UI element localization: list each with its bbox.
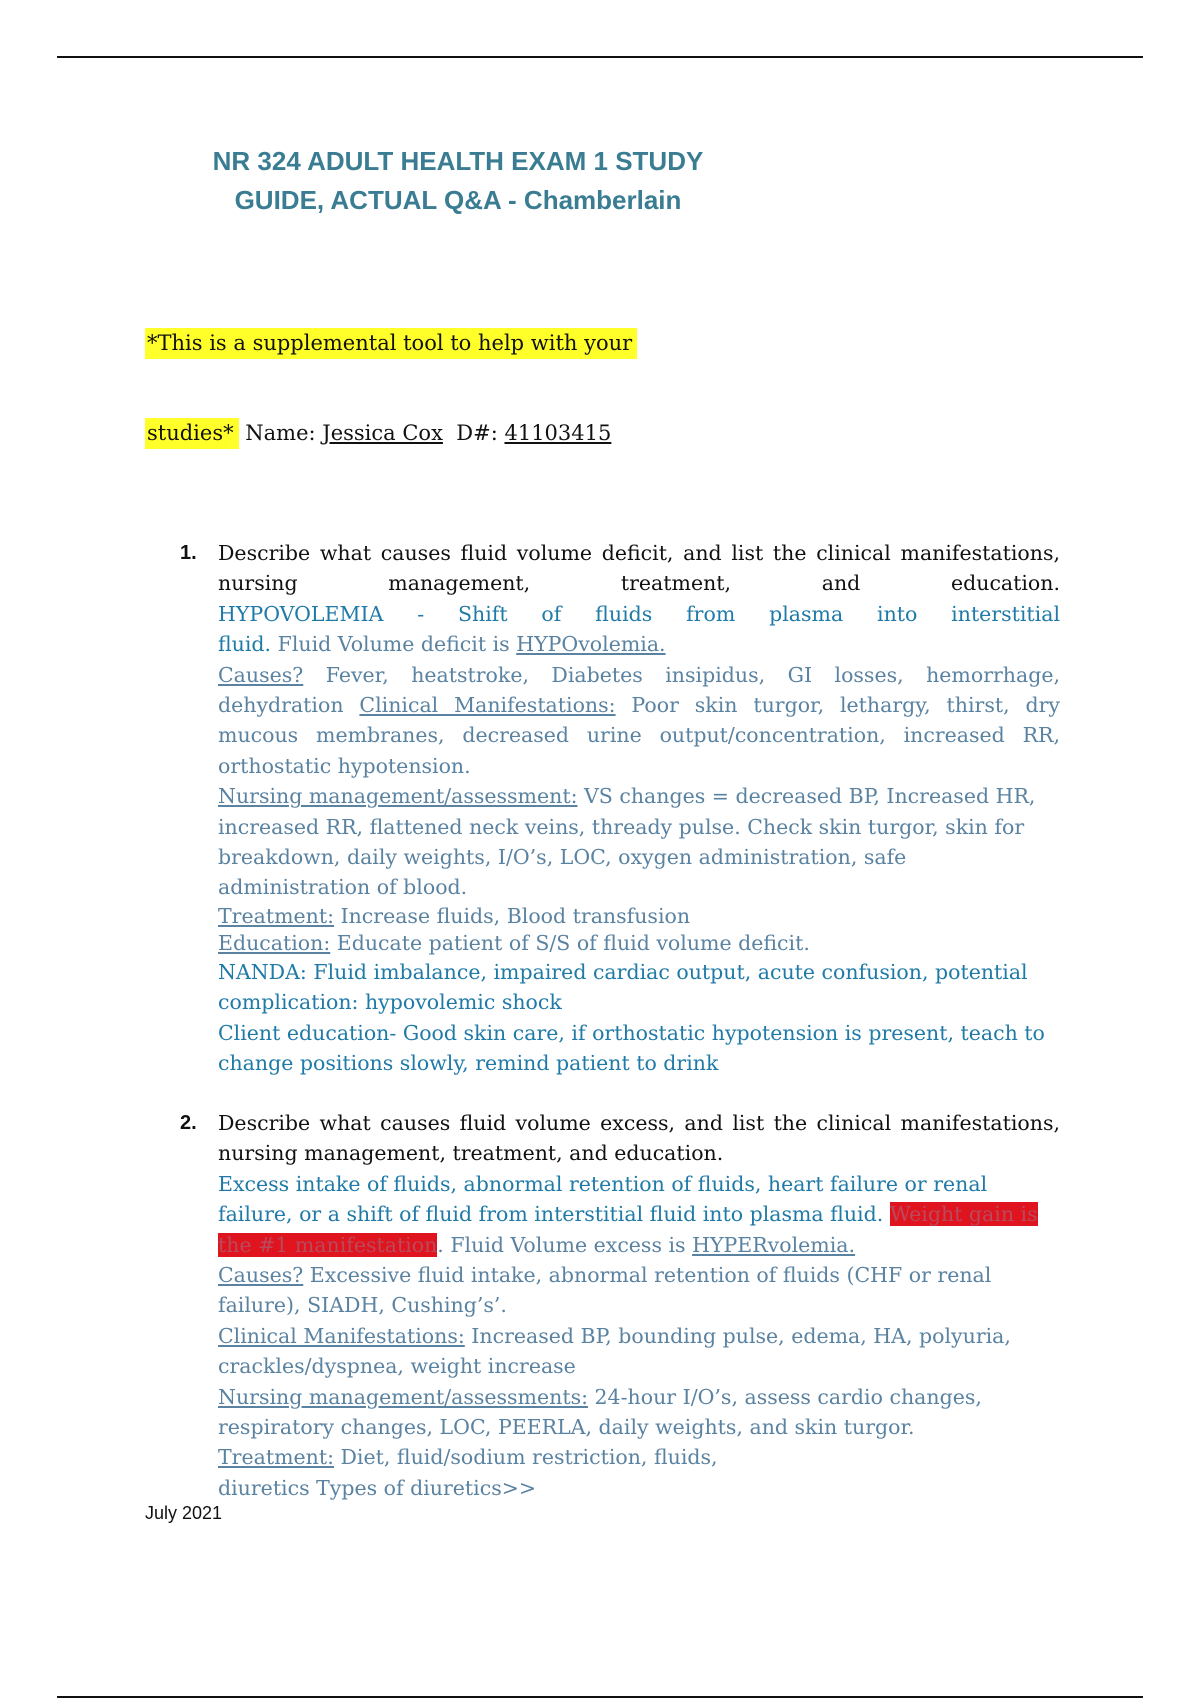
question-1 bbox=[180, 538, 1060, 1079]
nanda-section: NANDA: Fluid imbalance, impaired cardiac output, acute confusion, potential complication: hypovolemic shock bbox=[218, 959, 1028, 1015]
causes-section bbox=[218, 660, 1060, 782]
treatment-label: Treatment: bbox=[218, 903, 334, 928]
diuretics-text: diuretics Types of diuretics>> bbox=[218, 1475, 537, 1500]
hypervolemia-term: HYPERvolemia. bbox=[692, 1232, 856, 1257]
question-prompt: Describe what causes fluid volume deficit, and list the clinical manifestations, nursing management, treatment, and education. bbox=[218, 541, 1060, 596]
weight-gain-highlight: Weight gain is the #1 manifestation bbox=[218, 1202, 1038, 1257]
clinical-section bbox=[218, 1321, 1060, 1382]
nursing-text: VS changes = decreased BP, Increased HR, increased RR, flattened neck veins, thready pulse. Check skin turgor, skin for breakdown, daily weights, I/O’s, LOC, oxygen administration, safe administration of blood. bbox=[218, 784, 1036, 900]
hypervolemia-text: . Fluid Volume excess is bbox=[437, 1232, 693, 1257]
client-education-section: Client education- Good skin care, if orthostatic hypotension is present, teach to change positions slowly, remind patient to drink bbox=[218, 1020, 1045, 1076]
education-label: Education: bbox=[218, 930, 331, 955]
top-rule bbox=[57, 56, 1143, 58]
d-number-label: D#: bbox=[442, 421, 505, 445]
nursing-section bbox=[218, 781, 1060, 903]
hypovolemia-text: Fluid Volume deficit is bbox=[271, 632, 517, 657]
causes-section bbox=[218, 1260, 1060, 1321]
clinical-label: Clinical Manifestations: bbox=[359, 693, 616, 718]
hypovolemia-definition: HYPOVOLEMIA - Shift of fluids from plasma into interstitial bbox=[218, 601, 1060, 626]
footer-date: July 2021 bbox=[145, 1503, 223, 1523]
causes-label: Causes? bbox=[218, 1263, 304, 1288]
treatment-section bbox=[218, 1442, 1060, 1472]
nursing-section bbox=[218, 1382, 1060, 1443]
supplemental-note-line1: *This is a supplemental tool to help with your bbox=[145, 328, 637, 359]
hypervolemia-definition bbox=[218, 1169, 1060, 1260]
title-line-2: GUIDE, ACTUAL Q&A - Chamberlain bbox=[234, 185, 682, 215]
supplemental-note-line2: studies* bbox=[145, 418, 239, 449]
excess-text: Excess intake of fluids, abnormal retention of fluids, heart failure or renal failure, or a shift of fluid from interstitial fluid into plasma fluid. bbox=[218, 1171, 988, 1227]
question-2 bbox=[180, 1108, 1060, 1503]
student-name: Jessica Cox bbox=[322, 421, 443, 445]
hypovolemia-fluid: fluid. bbox=[218, 632, 272, 657]
title-line-1: NR 324 ADULT HEALTH EXAM 1 STUDY bbox=[212, 146, 704, 176]
hypovolemia-summary bbox=[218, 629, 1060, 659]
causes-text: Fever, heatstroke, Diabetes insipidus, GI losses, hemorrhage, dehydration bbox=[218, 662, 1060, 718]
question-prompt: Describe what causes fluid volume excess, and list the clinical manifestations, nursing management, treatment, and education. bbox=[218, 1111, 1060, 1166]
treatment-text: Increase fluids, Blood transfusion bbox=[333, 903, 691, 928]
treatment-text: Diet, fluid/sodium restriction, fluids, bbox=[333, 1445, 718, 1470]
treatment-label: Treatment: bbox=[218, 1445, 334, 1470]
education-text: Educate patient of S/S of fluid volume deficit. bbox=[330, 930, 810, 955]
bottom-rule bbox=[57, 1696, 1143, 1698]
hypovolemia-term: HYPOvolemia. bbox=[516, 632, 666, 657]
clinical-label: Clinical Manifestations: bbox=[218, 1323, 465, 1348]
treatment-section bbox=[218, 903, 1060, 930]
document-title bbox=[188, 142, 728, 220]
education-section bbox=[218, 930, 1060, 957]
clinical-text: Increased BP, bounding pulse, edema, HA, polyuria, crackles/dyspnea, weight increase bbox=[218, 1323, 1011, 1379]
student-info bbox=[145, 418, 611, 448]
supplemental-note bbox=[145, 328, 637, 358]
name-label: Name: bbox=[238, 421, 323, 445]
question-number: 1. bbox=[180, 542, 197, 564]
nursing-text: 24-hour I/O’s, assess cardio changes, respiratory changes, LOC, PEERLA, daily weights, and skin turgor. bbox=[218, 1384, 982, 1440]
clinical-text: Poor skin turgor, lethargy, thirst, dry mucous membranes, decreased urine output/concentration, increased RR, orthostatic hypotension. bbox=[218, 693, 1060, 778]
causes-text: Excessive fluid intake, abnormal retention of fluids (CHF or renal failure), SIADH, Cushing’s’. bbox=[218, 1263, 992, 1318]
nursing-label: Nursing management/assessments: bbox=[218, 1384, 588, 1409]
d-number-value: 41103415 bbox=[504, 421, 612, 445]
causes-label: Causes? bbox=[218, 662, 304, 687]
nursing-label: Nursing management/assessment: bbox=[218, 784, 578, 809]
question-number: 2. bbox=[180, 1112, 197, 1134]
